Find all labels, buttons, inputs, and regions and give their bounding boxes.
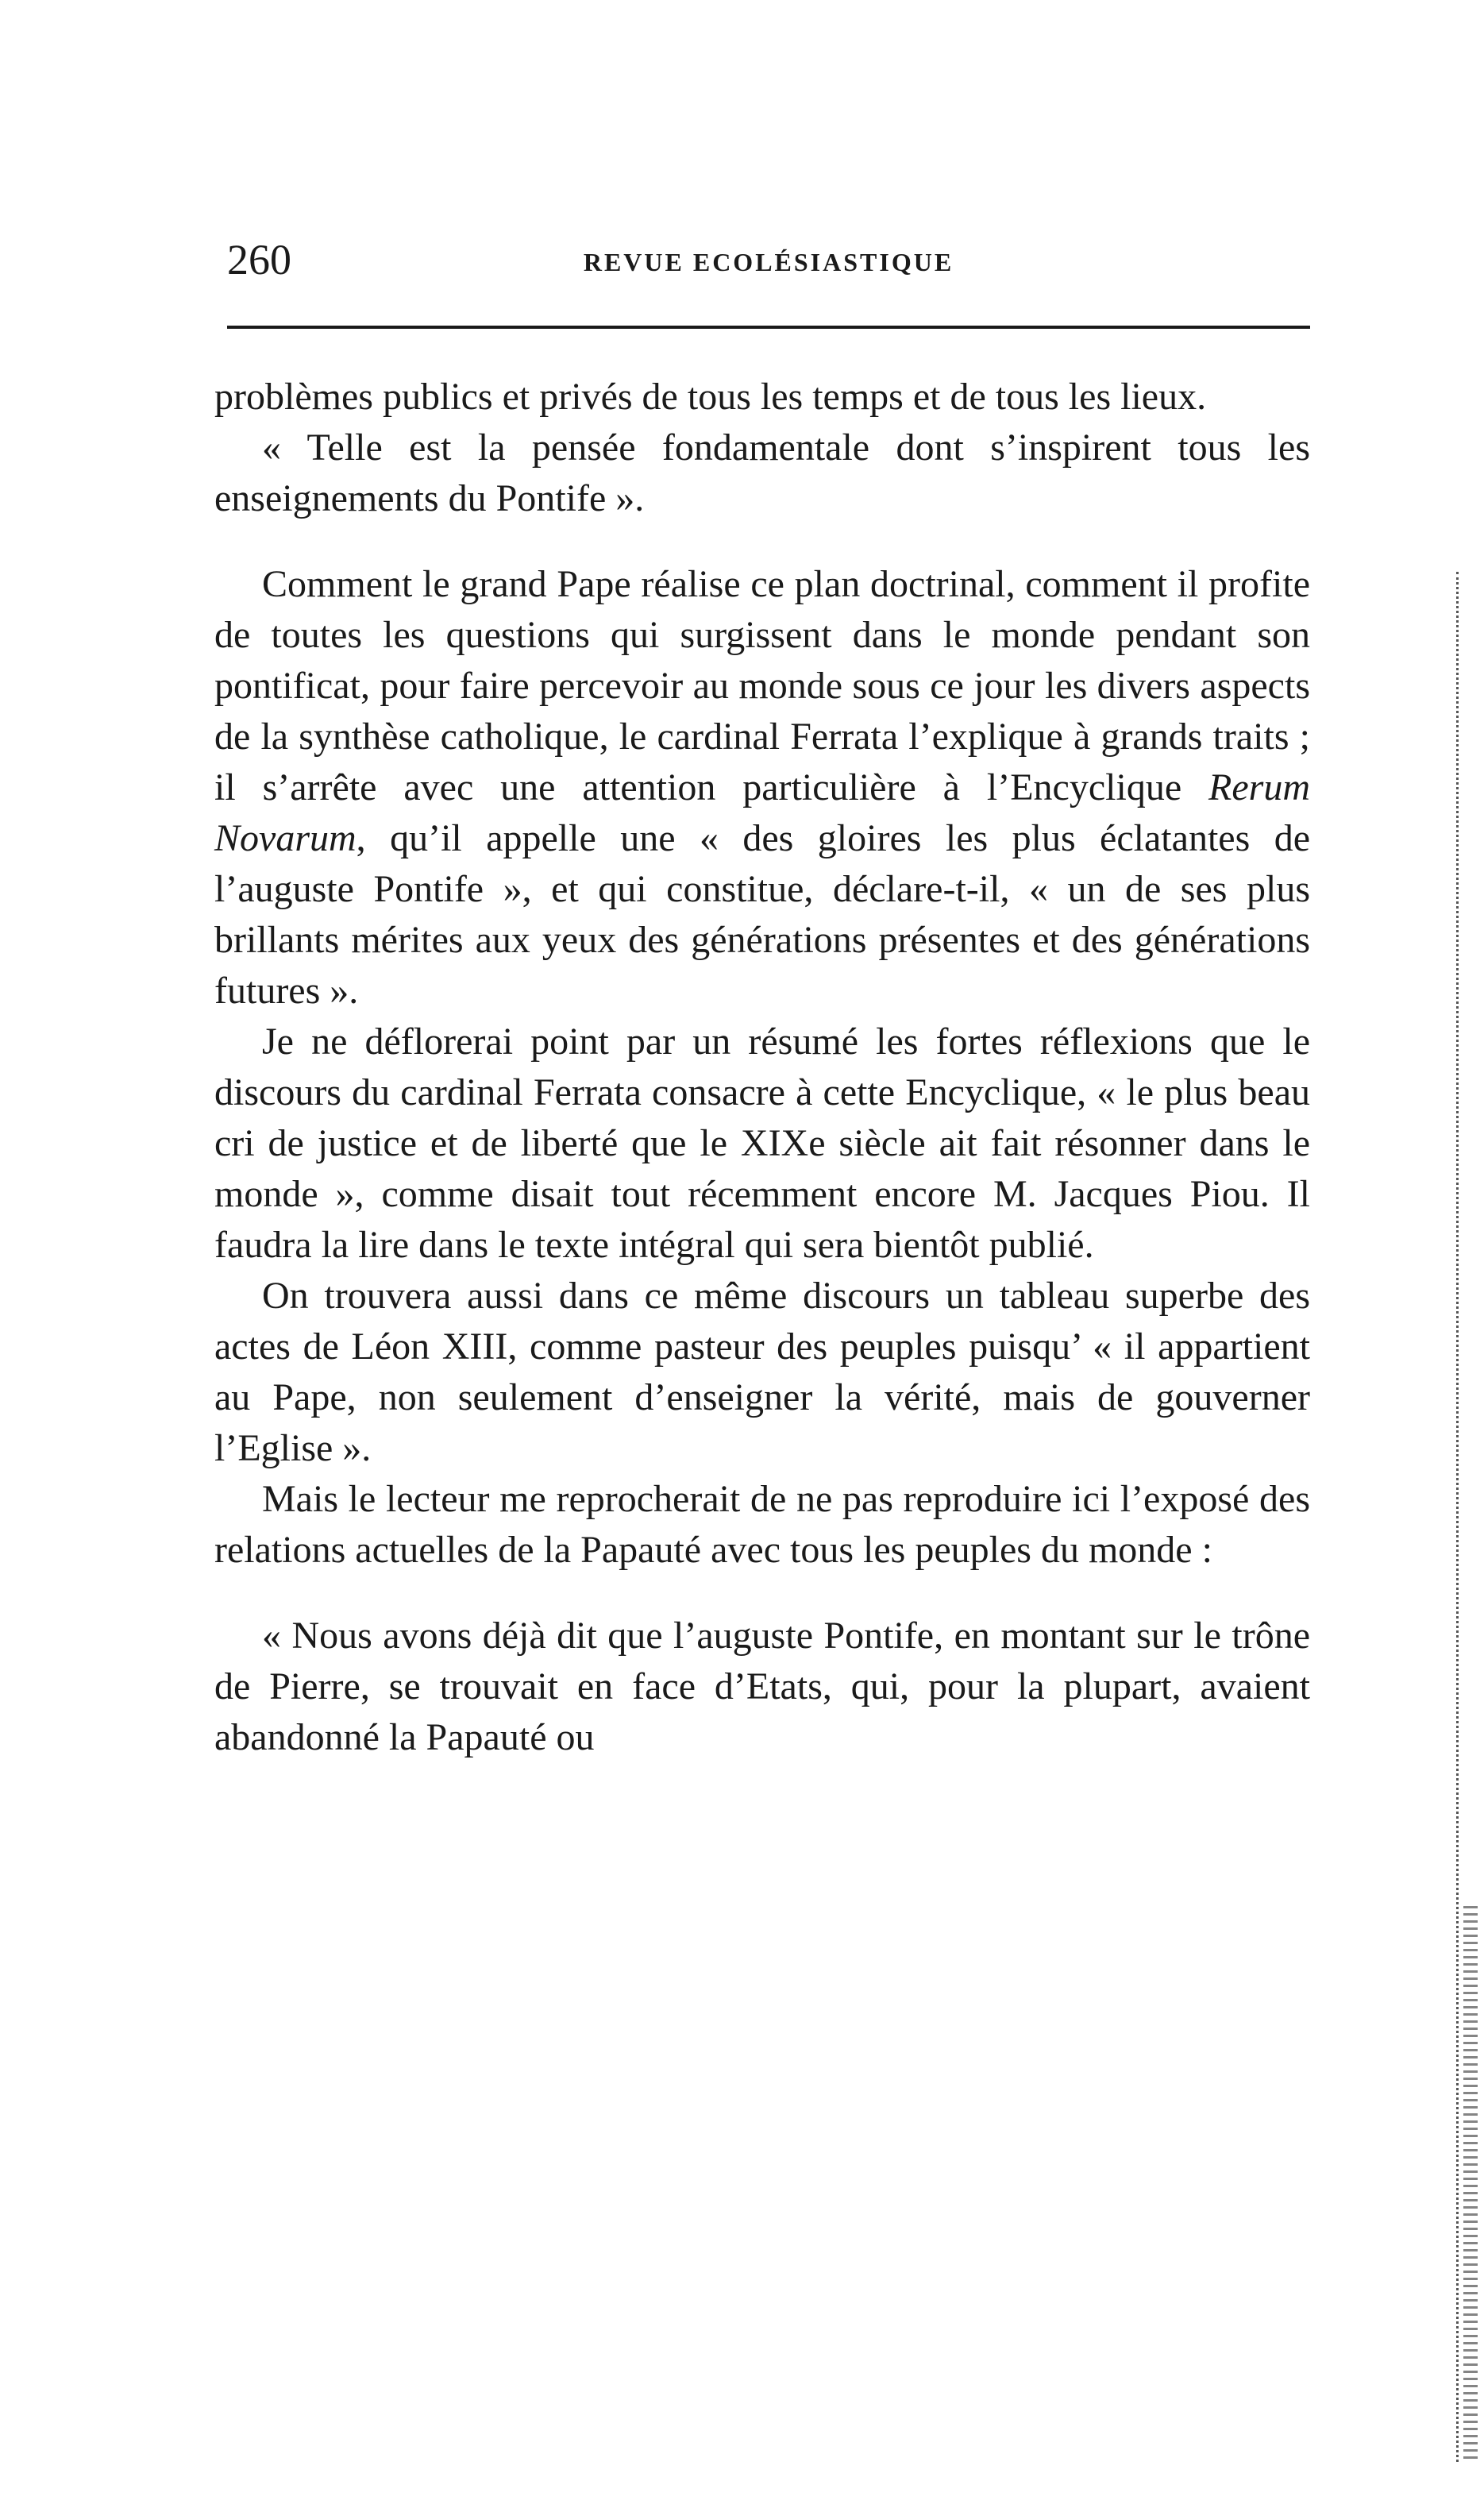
paragraph-tableau: On trouvera aussi dans ce même discours un tableau superbe des actes de Léon XIII, comme pasteur des peuples puisqu’ « il appartient au Pape, non seulement d’enseigner la vérité, mais de gouverner l’Eglise ». [214,1275,1310,1469]
paragraph-comment-text: Comment le grand Pape réalise ce plan doctrinal, comment il profite de toutes les questions qui surgissent dans le monde pendant son pontificat, pour faire percevoir au monde sous ce jour les divers aspects de la synthèse catholique, le cardinal Ferrata l’explique à grands traits ; il s’arrête avec une attention particulière à l’Encyclique [214,563,1310,808]
body-text [214,372,1310,1763]
paragraph-citation: « Nous avons déjà dit que l’auguste Pontife, en montant sur le trône de Pierre, se trouvait en face d’Etats, qui, pour la plupart, avaient abandonné la Papauté ou [214,1615,1310,1758]
page-header [227,232,1310,287]
paragraph-continuation: problèmes publics et privés de tous les temps et de tous les lieux. [214,376,1207,418]
encyclical-title: Rerum Novarum [214,766,1310,859]
page-number: 260 [227,236,291,284]
running-title: REVUE ECOLÉSIASTIQUE [583,248,954,276]
paragraph-comment [214,559,1310,1017]
scan-edge-texture [1463,1906,1478,2462]
paragraph-deflorer: Je ne déflorerai point par un résumé les fortes réflexions que le discours du cardinal Ferrata consacre à cette Encyclique, « le plus beau cri de justice et de liberté que le XIXe siècle ait fait résonner dans le monde », comme disait tout récemment encore M. Jacques Piou. Il faudra la lire dans le texte intégral qui sera bientôt publié. [214,1021,1310,1266]
paragraph-comment-tail: , qu’il appelle une « des gloires les plus éclatantes de l’auguste Pontife », et qui constitue, déclare-t-il, « un de ses plus brillants mérites aux yeux des générations présentes et des générations futures ». [214,817,1310,1012]
paragraph-quote: « Telle est la pensée fondamentale dont s’inspirent tous les enseignements du Pontife ». [214,426,1310,519]
header-rule [227,326,1310,329]
paragraph-lecteur: Mais le lecteur me reprocherait de ne pas reproduire ici l’exposé des relations actuelles de la Papauté avec tous les peuples du monde : [214,1478,1310,1571]
